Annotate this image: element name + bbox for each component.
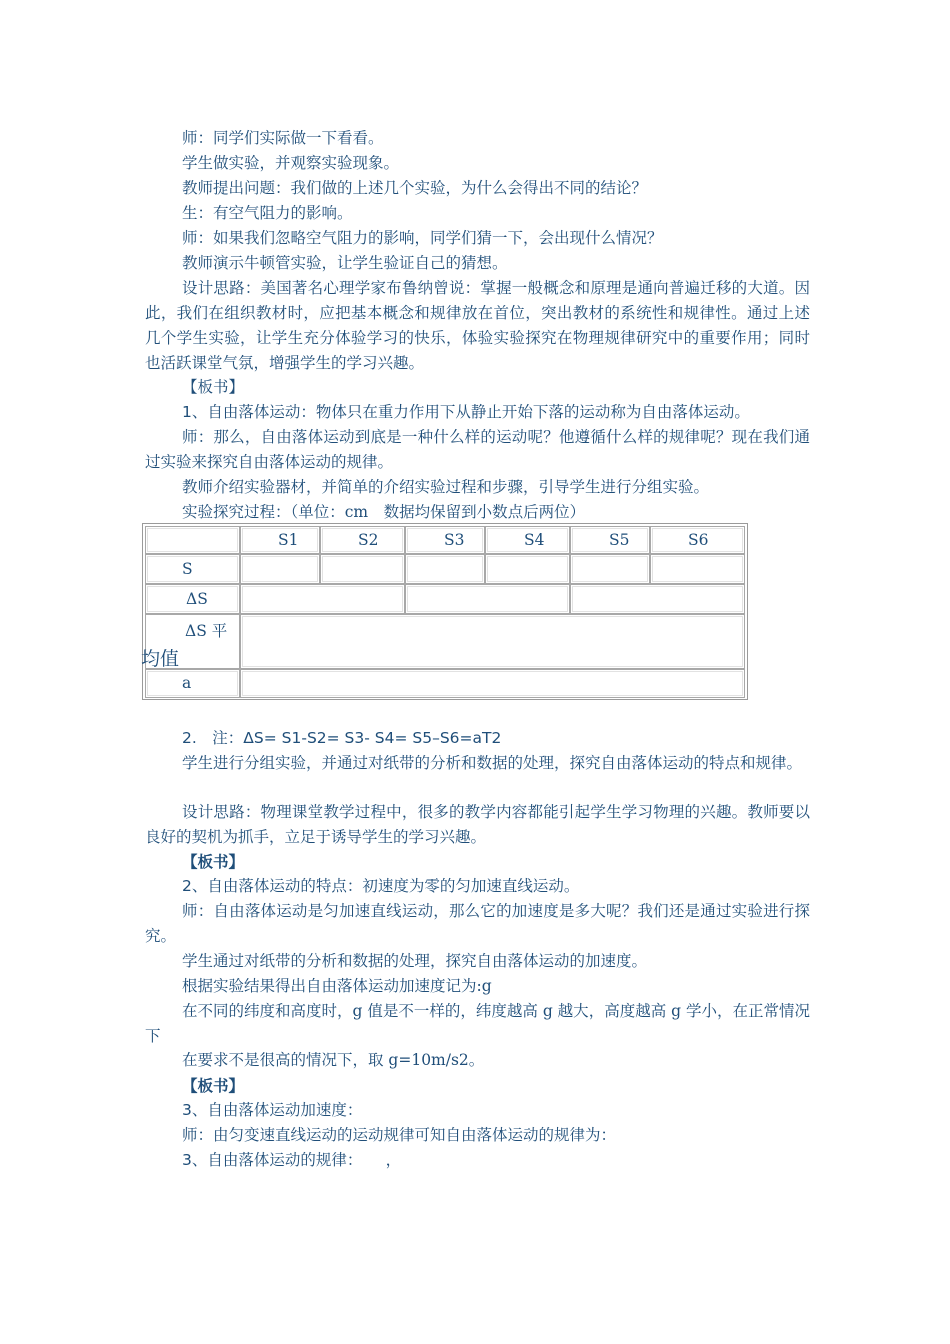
table-cell xyxy=(240,614,745,669)
table-cell xyxy=(240,669,745,698)
paragraph: 师：如果我们忽略空气阻力的影响，同学们猜一下，会出现什么情况？ xyxy=(182,229,663,247)
paragraph: 师：由匀变速直线运动的运动规律可知自由落体运动的规律为： xyxy=(182,1126,617,1144)
table-header-cell: S5 xyxy=(570,526,650,554)
table-cell xyxy=(570,554,650,584)
table-header-cell: S1 xyxy=(240,526,320,554)
design-idea-paragraph: 设计思路：美国著名心理学家布鲁纳曾说：掌握一般概念和原理是通向普遍迁移的大道。因此，我们在组织教材时，应把基本概念和规律放在首位，突出教材的系统性和规律性。通过上述几个学生实验，让学生充分体验学习的快乐，体验实验探究在物理规律研究中的重要作用；同时也活跃课堂气氛，增强学生的学习兴趣。 xyxy=(145,279,810,372)
paragraph: 学生做实验，并观察实验现象。 xyxy=(182,154,400,172)
paragraph: 1、自由落体运动：物体只在重力作用下从静止开始下落的运动称为自由落体运动。 xyxy=(182,403,750,421)
table-cell xyxy=(650,554,745,584)
table-row-label: a xyxy=(145,669,240,698)
board-heading: 【板书】 xyxy=(182,852,245,871)
board-heading: 【板书】 xyxy=(182,1076,245,1095)
paragraph: 学生进行分组实验，并通过对纸带的分析和数据的处理，探究自由落体运动的特点和规律。 xyxy=(182,754,803,772)
table-caption: 实验探究过程：（单位：cm 数据均保留到小数点后两位） xyxy=(182,503,586,521)
table-cell xyxy=(320,554,405,584)
table-header-cell: S2 xyxy=(320,526,405,554)
paragraph: 教师介绍实验器材，并简单的介绍实验过程和步骤，引导学生进行分组实验。 xyxy=(182,478,710,496)
paragraph: 师：同学们实际做一下看看。 xyxy=(182,129,384,147)
table-cell xyxy=(570,584,745,614)
table-header-cell: S3 xyxy=(405,526,485,554)
table-cell xyxy=(405,584,570,614)
board-heading: 【板书】 xyxy=(182,378,245,396)
table-cell xyxy=(240,554,320,584)
table-row-label: S xyxy=(145,554,240,584)
paragraph: 在不同的纬度和高度时，g 值是不一样的，纬度越高 g 越大，高度越高 g 学小，在正常情况下 xyxy=(145,1002,810,1045)
paragraph: 教师演示牛顿管实验，让学生验证自己的猜想。 xyxy=(182,254,508,272)
paragraph: 在要求不是很高的情况下，取 g=10m/s2。 xyxy=(182,1051,485,1069)
table-cell xyxy=(485,554,570,584)
paragraph: 学生通过对纸带的分析和数据的处理，探究自由落体运动的加速度。 xyxy=(182,952,648,970)
paragraph: 师：自由落体运动是匀加速直线运动，那么它的加速度是多大呢？我们还是通过实验进行探究。 xyxy=(145,902,810,945)
paragraph: 师：那么，自由落体运动到底是一种什么样的运动呢？他遵循什么样的规律呢？现在我们通过实验来探究自由落体运动的规律。 xyxy=(145,428,810,471)
paragraph: 3、自由落体运动的规律： ， xyxy=(182,1151,402,1169)
formula-note: 2. 注：ΔS= S1-S2= S3- S4= S5–S6=aT2 xyxy=(182,729,502,747)
table-header-cell: S4 xyxy=(485,526,570,554)
table-corner-cell xyxy=(145,526,240,554)
table-cell xyxy=(240,584,405,614)
table-row-label-line1: ΔS 平 xyxy=(185,622,228,640)
experiment-table xyxy=(142,523,748,700)
paragraph: 生：有空气阻力的影响。 xyxy=(182,204,353,222)
table-cell xyxy=(405,554,485,584)
paragraph: 2、自由落体运动的特点：初速度为零的匀加速直线运动。 xyxy=(182,877,580,895)
paragraph: 教师提出问题：我们做的上述几个实验，为什么会得出不同的结论？ xyxy=(182,179,648,197)
design-idea-paragraph: 设计思路：物理课堂教学过程中，很多的教学内容都能引起学生学习物理的兴趣。教师要以良好的契机为抓手，立足于诱导学生的学习兴趣。 xyxy=(145,803,810,846)
table-row-label: ΔS xyxy=(145,584,240,614)
paragraph: 根据实验结果得出自由落体运动加速度记为:g xyxy=(182,977,492,995)
table-row-label-line2: 均值 xyxy=(141,648,180,670)
paragraph: 3、自由落体运动加速度： xyxy=(182,1101,363,1119)
table-header-cell: S6 xyxy=(650,526,745,554)
